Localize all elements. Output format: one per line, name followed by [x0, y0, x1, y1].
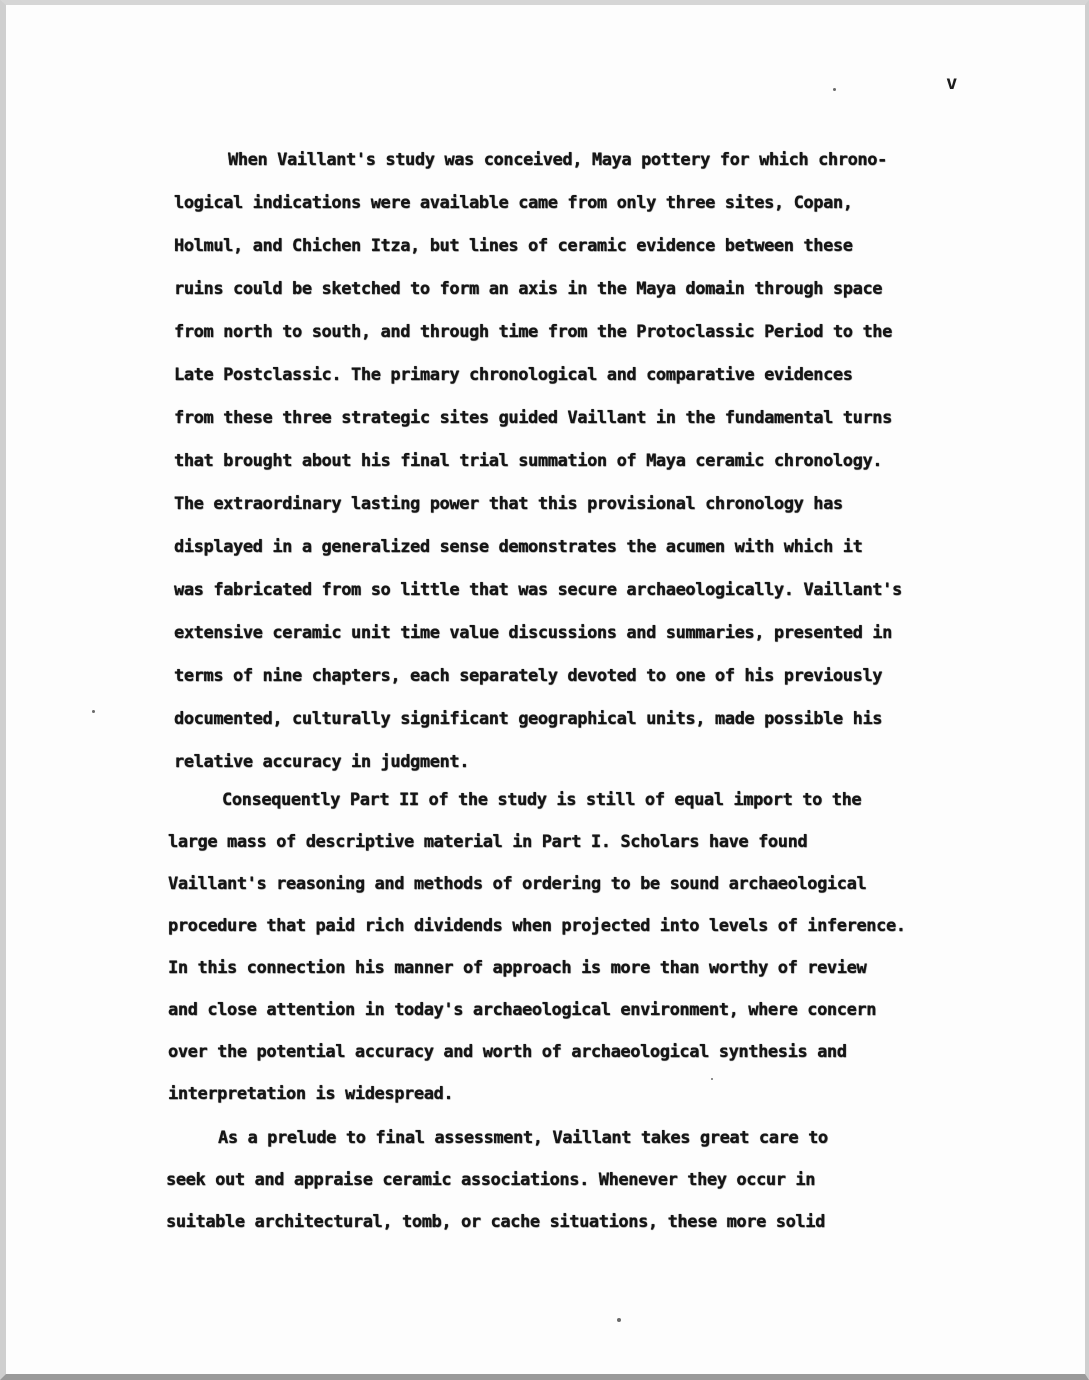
paragraph-3-line-3: suitable architectural, tomb, or cache situations, these more solid: [166, 1212, 825, 1232]
paragraph-1-line-11: was fabricated from so little that was secure archaeologically. Vaillant's: [174, 580, 902, 600]
scan-speck: [617, 1318, 621, 1322]
paragraph-2-line-6: and close attention in today's archaeological environment, where concern: [168, 1000, 877, 1020]
paragraph-1-line-8: that brought about his final trial summation of Maya ceramic chronology.: [174, 451, 883, 471]
paragraph-1-line-4: ruins could be sketched to form an axis in the Maya domain through space: [174, 279, 883, 299]
paragraph-1-line-9: The extraordinary lasting power that this provisional chronology has: [174, 494, 843, 514]
paragraph-1-line-15: relative accuracy in judgment.: [174, 752, 470, 772]
scan-speck: [711, 1078, 713, 1080]
paragraph-1-line-12: extensive ceramic unit time value discussions and summaries, presented in: [174, 623, 892, 643]
paragraph-2-line-1: Consequently Part II of the study is still of equal import to the: [222, 790, 862, 810]
paragraph-2-line-2: large mass of descriptive material in Part I. Scholars have found: [168, 832, 808, 852]
paragraph-2-line-8: interpretation is widespread.: [168, 1084, 454, 1104]
paragraph-1-line-10: displayed in a generalized sense demonstrates the acumen with which it: [174, 537, 863, 557]
scan-speck: [833, 88, 836, 91]
paragraph-1-line-7: from these three strategic sites guided Vaillant in the fundamental turns: [174, 408, 892, 428]
page-number: v: [946, 72, 958, 94]
paragraph-3-line-2: seek out and appraise ceramic associations. Whenever they occur in: [166, 1170, 816, 1190]
paragraph-2-line-3: Vaillant's reasoning and methods of ordering to be sound archaeological: [168, 874, 867, 894]
paragraph-1-line-3: Holmul, and Chichen Itza, but lines of ceramic evidence between these: [174, 236, 853, 256]
paragraph-3-line-1: As a prelude to final assessment, Vaillant takes great care to: [218, 1128, 828, 1148]
scan-speck: [92, 710, 95, 713]
paragraph-1-line-2: logical indications were available came from only three sites, Copan,: [174, 193, 853, 213]
paragraph-2-line-4: procedure that paid rich dividends when projected into levels of inference.: [168, 916, 906, 936]
paragraph-2-line-7: over the potential accuracy and worth of archaeological synthesis and: [168, 1042, 847, 1062]
paragraph-1-line-6: Late Postclassic. The primary chronological and comparative evidences: [174, 365, 853, 385]
paragraph-1-line-5: from north to south, and through time from the Protoclassic Period to the: [174, 322, 892, 342]
paragraph-1-line-13: terms of nine chapters, each separately devoted to one of his previously: [174, 666, 883, 686]
paragraph-1-line-1: When Vaillant's study was conceived, Maya pottery for which chrono-: [228, 150, 887, 170]
paragraph-1-line-14: documented, culturally significant geographical units, made possible his: [174, 709, 883, 729]
paragraph-2-line-5: In this connection his manner of approach is more than worthy of review: [168, 958, 867, 978]
